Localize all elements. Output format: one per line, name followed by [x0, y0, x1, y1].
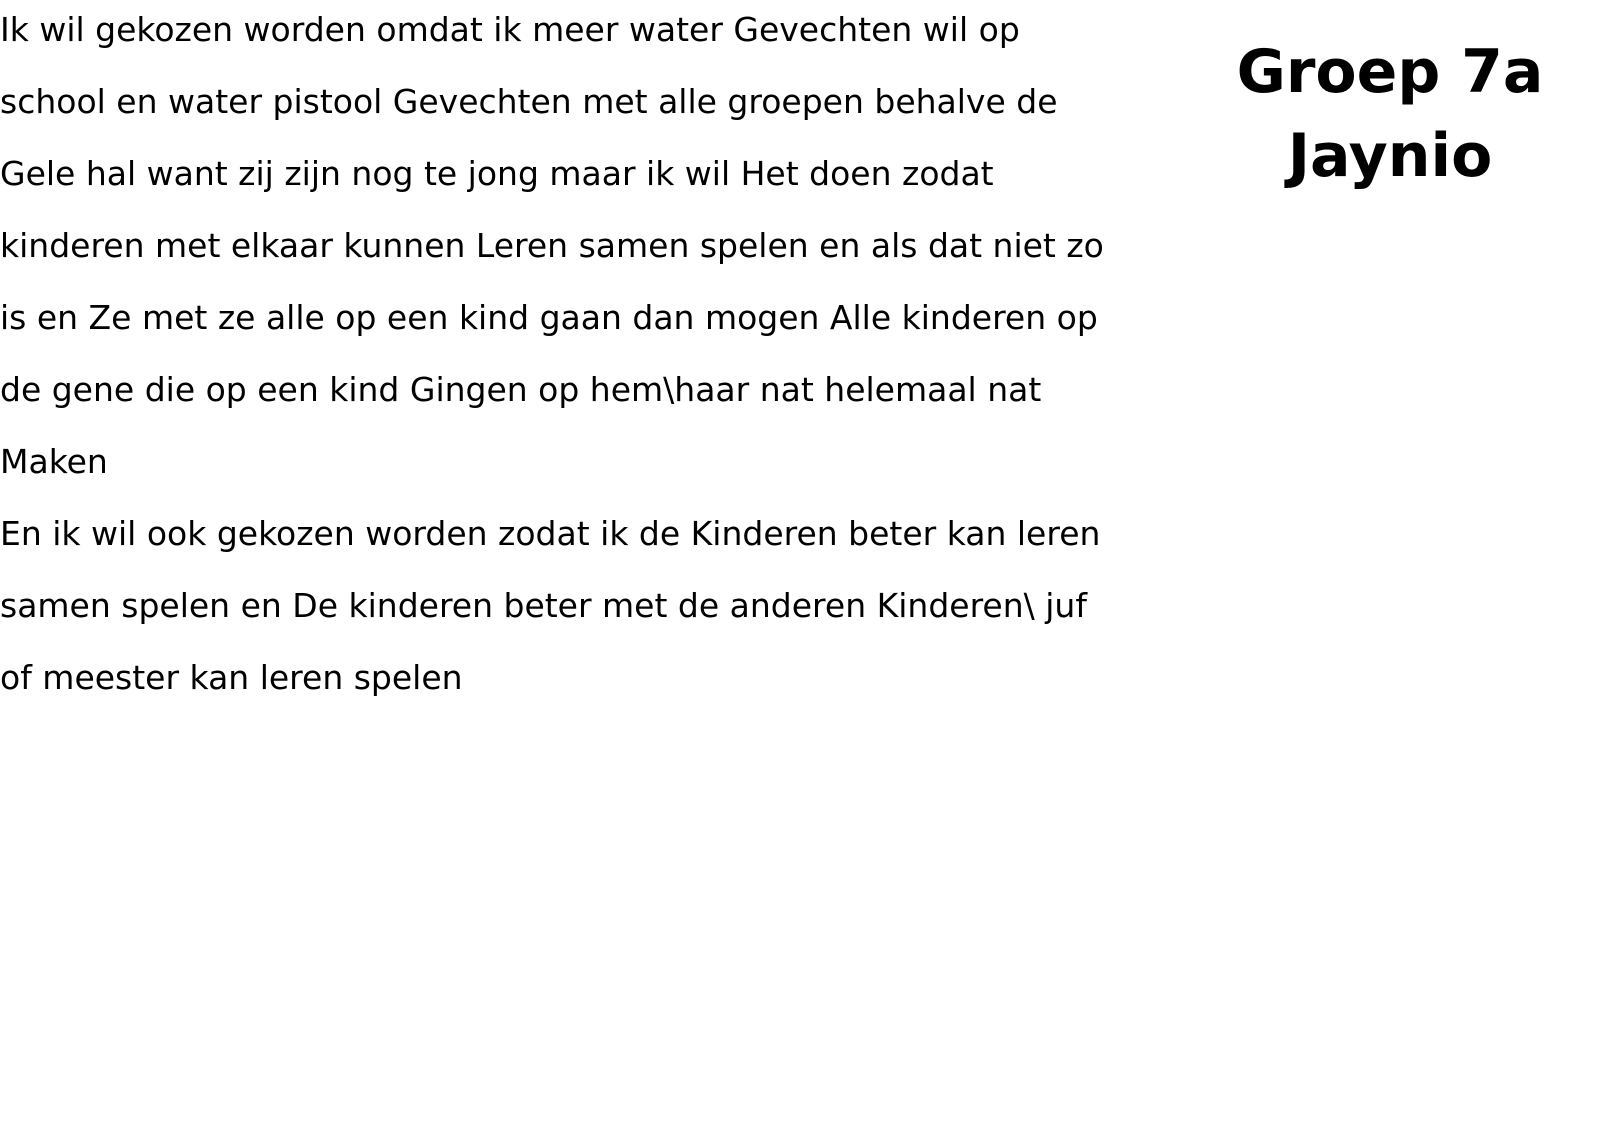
body-line: Gele hal want zij zijn nog te jong maar ik wil Het doen zodat [0, 154, 994, 193]
author-name: Jaynio [1287, 121, 1493, 191]
body-line: Ik wil gekozen worden omdat ik meer water Gevechten wil op [0, 10, 1020, 49]
body-line: of meester kan leren spelen [0, 658, 463, 697]
body-line: kinderen met elkaar kunnen Leren samen spelen en als dat niet zo [0, 226, 1104, 265]
body-line: En ik wil ook gekozen worden zodat ik de Kinderen beter kan leren [0, 514, 1101, 553]
letter-body [0, 0, 1180, 714]
body-line: de gene die op een kind Gingen op hem\haar nat helemaal nat [0, 370, 1042, 409]
body-line: is en Ze met ze alle op een kind gaan dan mogen Alle kinderen op [0, 298, 1098, 337]
group-title: Groep 7a [1236, 37, 1544, 107]
body-line: samen spelen en De kinderen beter met de anderen Kinderen\ juf [0, 586, 1087, 625]
body-line: school en water pistool Gevechten met alle groepen behalve de [0, 82, 1058, 121]
page-header [1180, 30, 1600, 198]
body-line: Maken [0, 442, 108, 481]
